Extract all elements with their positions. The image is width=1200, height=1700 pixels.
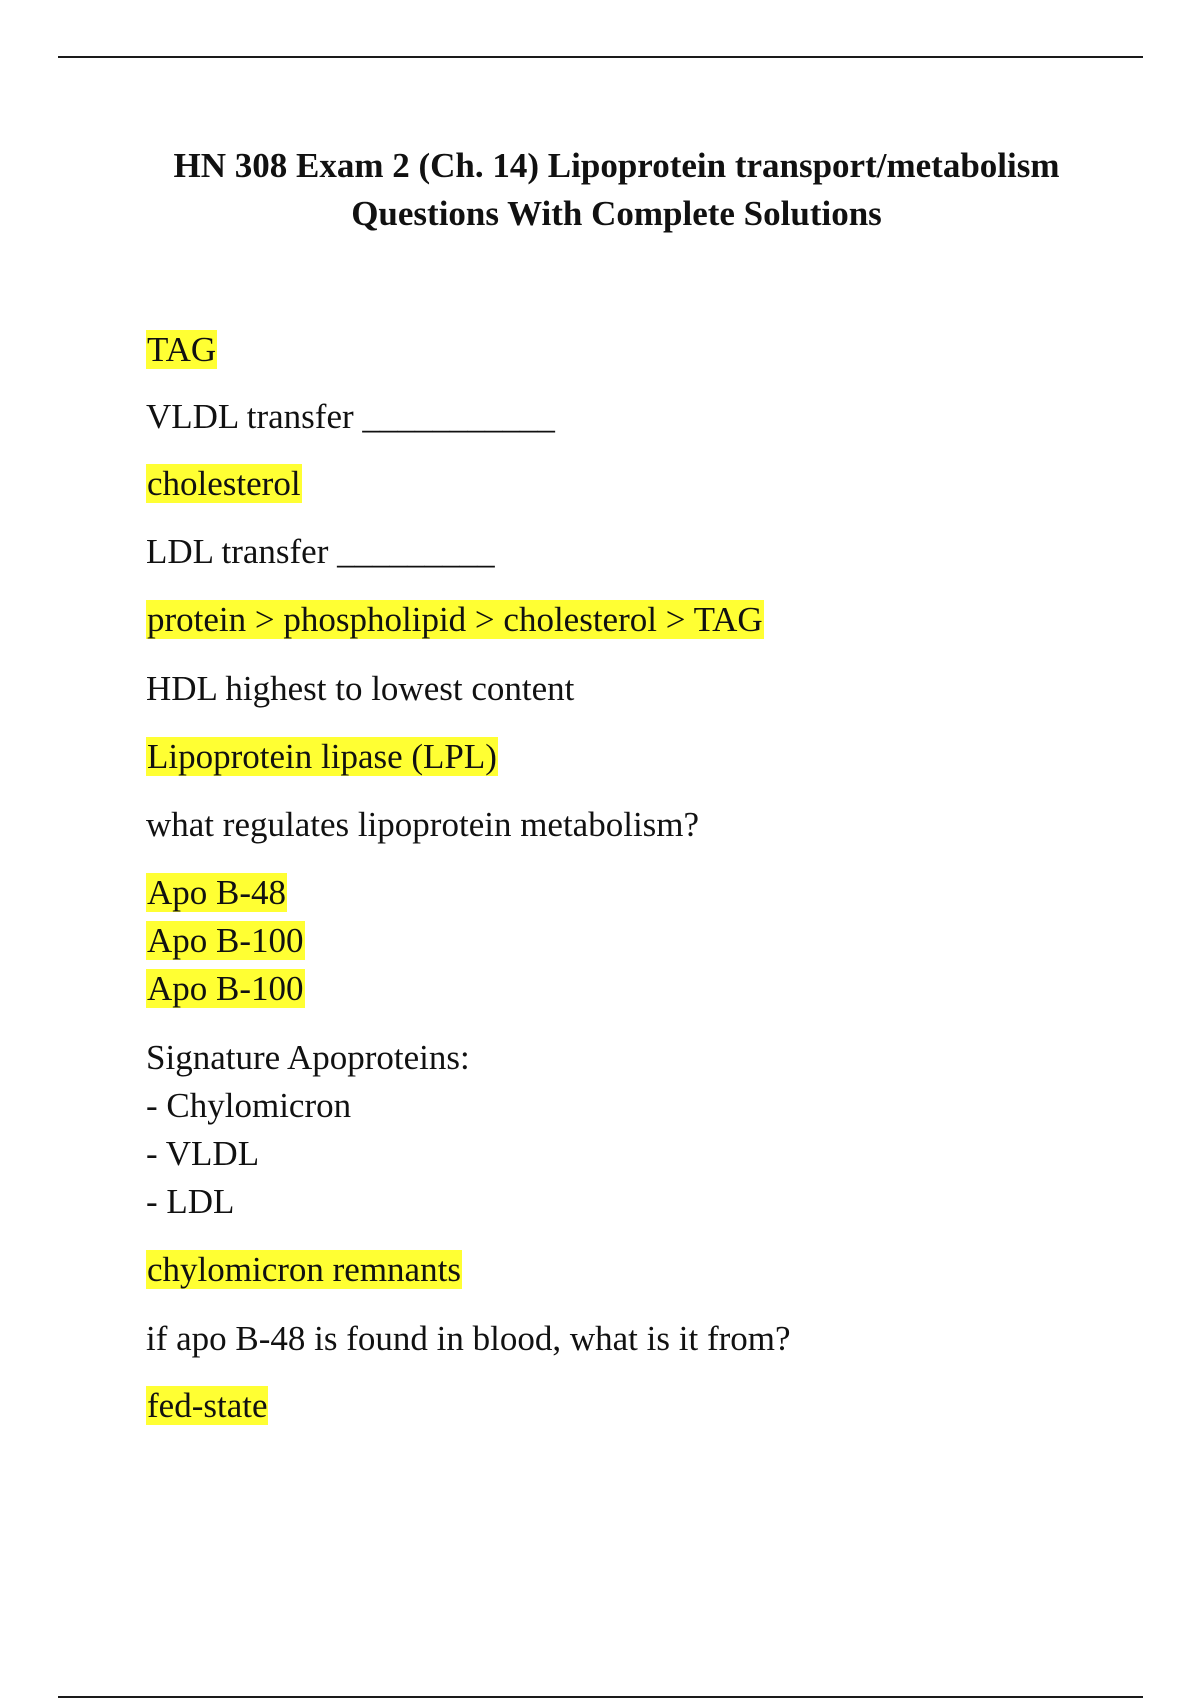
question-5-line-2: - Chylomicron	[146, 1086, 352, 1125]
question-5-line-1: Signature Apoproteins:	[146, 1038, 470, 1077]
question-5-line-4: - LDL	[146, 1182, 235, 1221]
document-title	[58, 142, 1175, 238]
title-line-1: HN 308 Exam 2 (Ch. 14) Lipoprotein transport/metabolism	[173, 146, 1060, 185]
answer-3: protein > phospholipid > cholesterol > TAG	[147, 600, 763, 639]
answer-5-line-1: Apo B-48	[147, 873, 287, 912]
answer-4: Lipoprotein lipase (LPL)	[147, 737, 497, 776]
answer-5-line-3: Apo B-100	[147, 969, 304, 1008]
header-rule	[58, 56, 1143, 58]
question-6: if apo B-48 is found in blood, what is it from?	[146, 1319, 791, 1358]
question-3: HDL highest to lowest content	[146, 669, 575, 708]
answer-6: chylomicron remnants	[147, 1250, 461, 1289]
answer-5-line-2: Apo B-100	[147, 921, 304, 960]
question-2: LDL transfer _________	[146, 532, 495, 571]
answer-7: fed-state	[147, 1386, 268, 1425]
answer-2: cholesterol	[147, 464, 301, 503]
question-1: VLDL transfer ___________	[146, 397, 555, 436]
question-4: what regulates lipoprotein metabolism?	[146, 805, 700, 844]
answer-1: TAG	[147, 330, 217, 369]
footer-rule	[58, 1696, 1143, 1698]
question-5-line-3: - VLDL	[146, 1134, 260, 1173]
title-line-2: Questions With Complete Solutions	[351, 194, 882, 233]
